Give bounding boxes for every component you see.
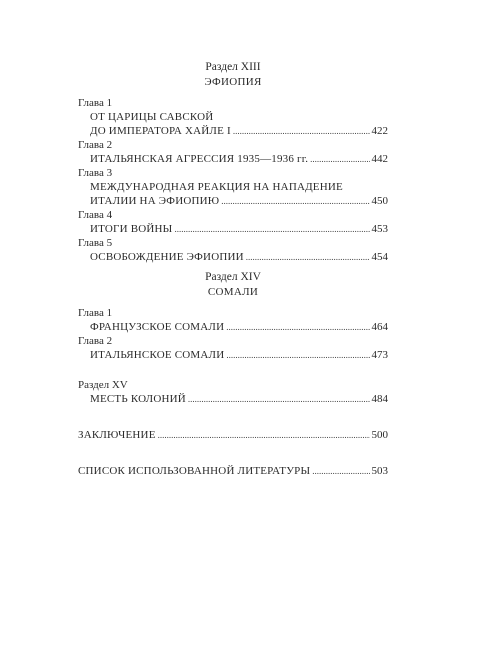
chapter-label: Глава 2 [78,139,113,151]
chapter-title: ОСВОБОЖДЕНИЕ ЭФИОПИИ [90,251,244,263]
dot-leader [312,464,369,478]
dot-leader [226,320,369,334]
dot-leader [233,124,370,138]
chapter-label: Глава 1 [78,307,113,319]
page-number: 454 [371,251,388,263]
toc-entry[interactable] [78,320,388,334]
dot-leader [310,152,369,166]
table-of-contents [78,60,388,478]
chapter-title: ИТАЛЬЯНСКАЯ АГРЕССИЯ 1935—1936 гг. [90,153,309,165]
toc-entry-conclusion[interactable] [78,428,388,442]
chapter-title: ИТАЛЬЯНСКОЕ СОМАЛИ [90,349,225,361]
dot-leader [226,348,369,362]
chapter-title: ДО ИМПЕРАТОРА ХАЙЛЕ I [90,125,231,137]
dot-leader [158,428,370,442]
conclusion-title: ЗАКЛЮЧЕНИЕ [78,429,156,441]
chapter-label: Глава 2 [78,335,113,347]
chapter-title: ФРАНЦУЗСКОЕ СОМАЛИ [90,321,225,333]
section-title: СОМАЛИ [207,286,259,298]
page-number: 484 [371,393,388,405]
chapter-label: Глава 1 [78,97,113,109]
toc-entry[interactable] [78,124,388,138]
bibliography-title: СПИСОК ИСПОЛЬЗОВАННОЙ ЛИТЕРАТУРЫ [78,465,311,477]
page-number: 464 [371,321,388,333]
chapter-title-line: ОТ ЦАРИЦЫ САВСКОЙ [90,111,214,123]
toc-entry[interactable] [78,152,388,166]
dot-leader [221,194,369,208]
chapter-title: ИТАЛИИ НА ЭФИОПИЮ [90,195,220,207]
toc-entry[interactable] [78,222,388,236]
toc-entry-bibliography[interactable] [78,464,388,478]
page-number: 450 [371,195,388,207]
dot-leader [174,222,369,236]
toc-entry[interactable] [78,250,388,264]
page-number: 503 [371,465,388,477]
section-label: Раздел XIV [205,271,261,283]
toc-entry[interactable] [78,194,388,208]
chapter-label: Глава 4 [78,209,113,221]
page-number: 422 [371,125,388,137]
section-label: Раздел XV [78,379,128,391]
chapter-title-line: МЕЖДУНАРОДНАЯ РЕАКЦИЯ НА НАПАДЕНИЕ [90,181,343,193]
chapter-title: ИТОГИ ВОЙНЫ [90,223,173,235]
page-number: 442 [371,153,388,165]
page-number: 473 [371,349,388,361]
chapter-label: Глава 5 [78,237,113,249]
page-number: 500 [371,429,388,441]
section-title: МЕСТЬ КОЛОНИЙ [90,393,186,405]
page-number: 453 [371,223,388,235]
toc-entry[interactable] [78,348,388,362]
dot-leader [188,392,370,406]
section-label: Раздел XIII [205,61,261,73]
chapter-label: Глава 3 [78,167,113,179]
dot-leader [246,250,370,264]
section-title: ЭФИОПИЯ [204,76,262,88]
toc-entry[interactable] [78,392,388,406]
